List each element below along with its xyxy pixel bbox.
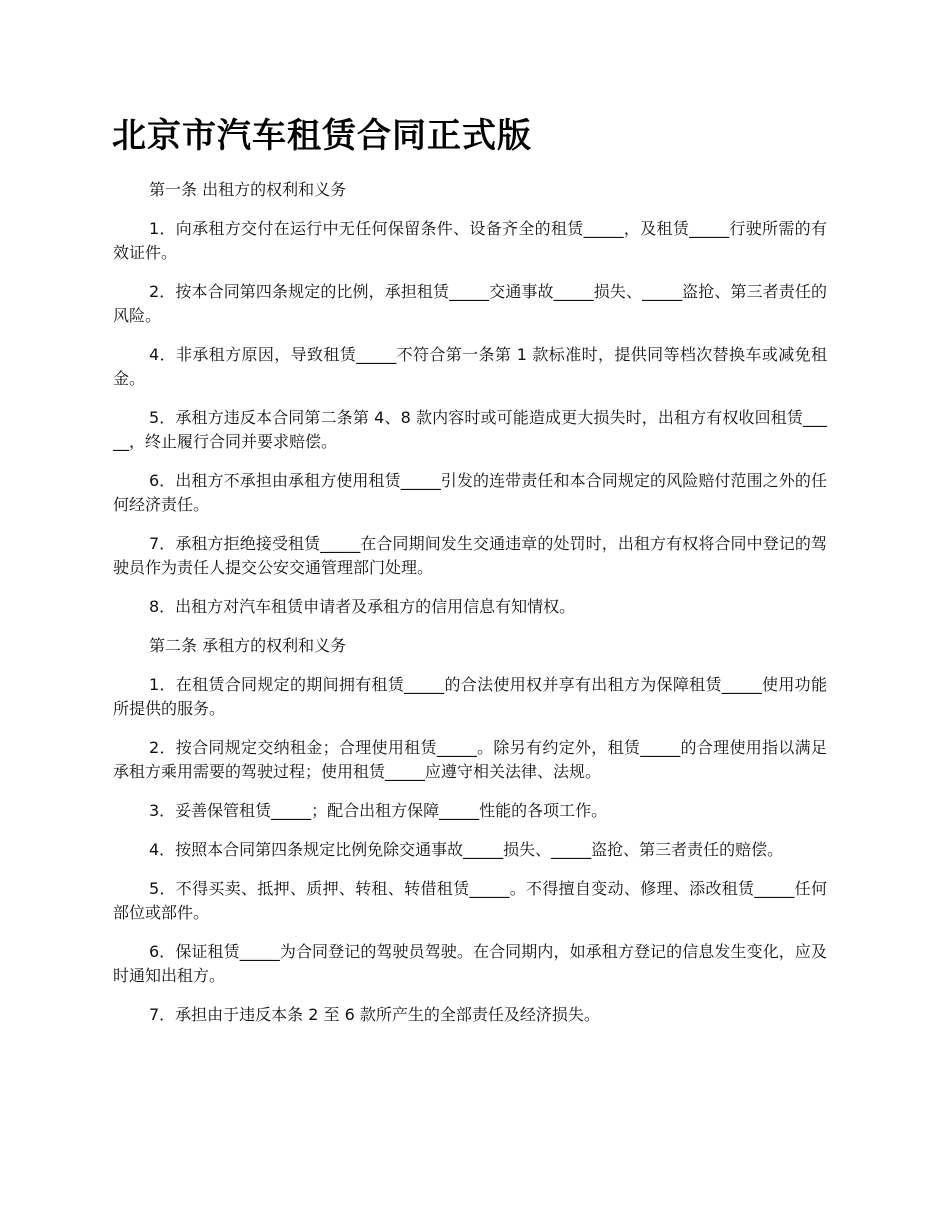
section-heading-1: 第一条 出租方的权利和义务	[149, 180, 347, 199]
clause-paragraph: 2．按本合同第四条规定的比例，承担租赁_____交通事故_____损失、_____盗抢、第三者责任的风险。	[113, 282, 827, 325]
clause-paragraph: 8．出租方对汽车租赁申请者及承租方的信用信息有知情权。	[149, 597, 576, 616]
section-heading-2: 第二条 承租方的权利和义务	[149, 636, 347, 655]
clause-paragraph: 5．不得买卖、抵押、质押、转租、转借租赁_____。不得擅自变动、修理、添改租赁_____任何部位或部件。	[113, 879, 827, 922]
clause-paragraph: 7．承租方拒绝接受租赁_____在合同期间发生交通违章的处罚时，出租方有权将合同中登记的驾驶员作为责任人提交公安交通管理部门处理。	[113, 534, 827, 577]
clause-paragraph: 3．妥善保管租赁_____；配合出租方保障_____性能的各项工作。	[149, 801, 608, 820]
document-body	[113, 178, 827, 1042]
clause-paragraph: 5．承租方违反本合同第二条第 4、8 款内容时或可能造成更大损失时，出租方有权收回租赁_____，终止履行合同并要求赔偿。	[113, 408, 827, 451]
clause-paragraph: 7．承担由于违反本条 2 至 6 款所产生的全部责任及经济损失。	[149, 1005, 600, 1024]
clause-paragraph: 6．保证租赁_____为合同登记的驾驶员驾驶。在合同期内，如承租方登记的信息发生变化，应及时通知出租方。	[113, 942, 827, 985]
clause-paragraph: 1．在租赁合同规定的期间拥有租赁_____的合法使用权并享有出租方为保障租赁_____使用功能所提供的服务。	[113, 675, 827, 718]
document-title: 北京市汽车租赁合同正式版	[112, 116, 532, 156]
clause-paragraph: 4．按照本合同第四条规定比例免除交通事故_____损失、_____盗抢、第三者责任的赔偿。	[149, 840, 784, 859]
clause-paragraph: 4．非承租方原因，导致租赁_____不符合第一条第 1 款标准时，提供同等档次替换车或减免租金。	[113, 345, 827, 388]
clause-paragraph: 6．出租方不承担由承租方使用租赁_____引发的连带责任和本合同规定的风险赔付范围之外的任何经济责任。	[113, 471, 827, 514]
clause-paragraph: 1．向承租方交付在运行中无任何保留条件、设备齐全的租赁_____，及租赁_____行驶所需的有效证件。	[113, 219, 827, 262]
clause-paragraph: 2．按合同规定交纳租金；合理使用租赁_____。除另有约定外，租赁_____的合理使用指以满足承租方乘用需要的驾驶过程；使用租赁_____应遵守相关法律、法规。	[113, 738, 827, 781]
